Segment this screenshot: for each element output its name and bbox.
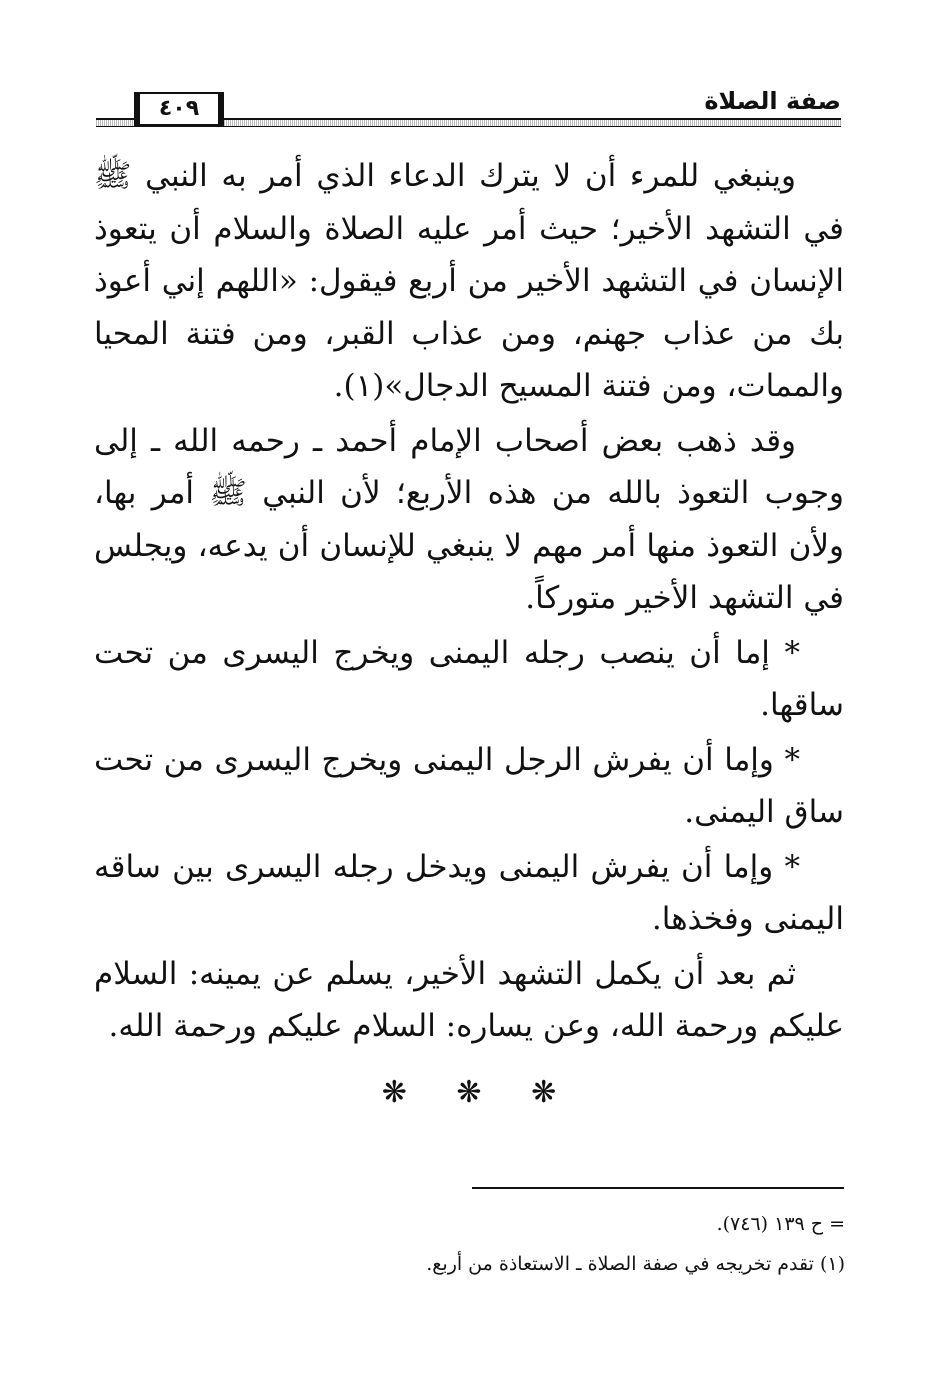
footnote-1: (١) تقدم تخريجه في صفة الصلاة ـ الاستعاذة من أربع. — [426, 1253, 845, 1275]
footnotes — [300, 1204, 845, 1284]
footnote-continuation: = ح ١٣٩ (٧٤٦). — [716, 1213, 845, 1235]
page-header — [96, 87, 841, 132]
paragraph: ثم بعد أن يكمل التشهد الأخير، يسلم عن يمينه: السلام عليكم ورحمة الله، وعن يساره: السلام عليكم ورحمة الله. — [94, 955, 844, 1044]
bullet-paragraph: * وإما أن يفرش الرجل اليمنى ويخرج اليسرى من تحت ساق اليمنى. — [94, 741, 844, 830]
footnote-rule — [472, 1187, 844, 1189]
bullet-paragraph: * وإما أن يفرش اليمنى ويدخل رجله اليسرى بين ساقه اليمنى وفخذها. — [94, 848, 844, 937]
star-ornament-icon: ❋ — [456, 1074, 482, 1110]
running-title: صفة الصلاة — [694, 86, 841, 116]
section-separator — [94, 1067, 844, 1120]
paragraph: وقد ذهب بعض أصحاب الإمام أحمد ـ رحمه الله ـ إلى وجوب التعوذ بالله من هذه الأربع؛ لأن النبي ﷺ أمر بها، ولأن التعوذ منها أمر مهم لا ينبغي للإنسان أن يدعه، ويجلس في التشهد الأخير متوركاً. — [94, 422, 844, 616]
star-ornament-icon: ❋ — [531, 1074, 557, 1110]
page-number: ٤٠٩ — [134, 92, 224, 126]
star-ornament-icon: ❋ — [381, 1074, 407, 1110]
body-text — [94, 150, 844, 1119]
bullet-paragraph: * إما أن ينصب رجله اليمنى ويخرج اليسرى من تحت ساقها. — [94, 634, 844, 723]
paragraph: وينبغي للمرء أن لا يترك الدعاء الذي أمر به النبي ﷺ في التشهد الأخير؛ حيث أمر عليه الصلاة والسلام أن يتعوذ الإنسان في التشهد الأخير من أربع فيقول: «اللهم إني أعوذ بك من عذاب جهنم، ومن عذاب القبر، ومن فتنة المحيا والممات، ومن فتنة المسيح الدجال»(١). — [94, 158, 844, 404]
